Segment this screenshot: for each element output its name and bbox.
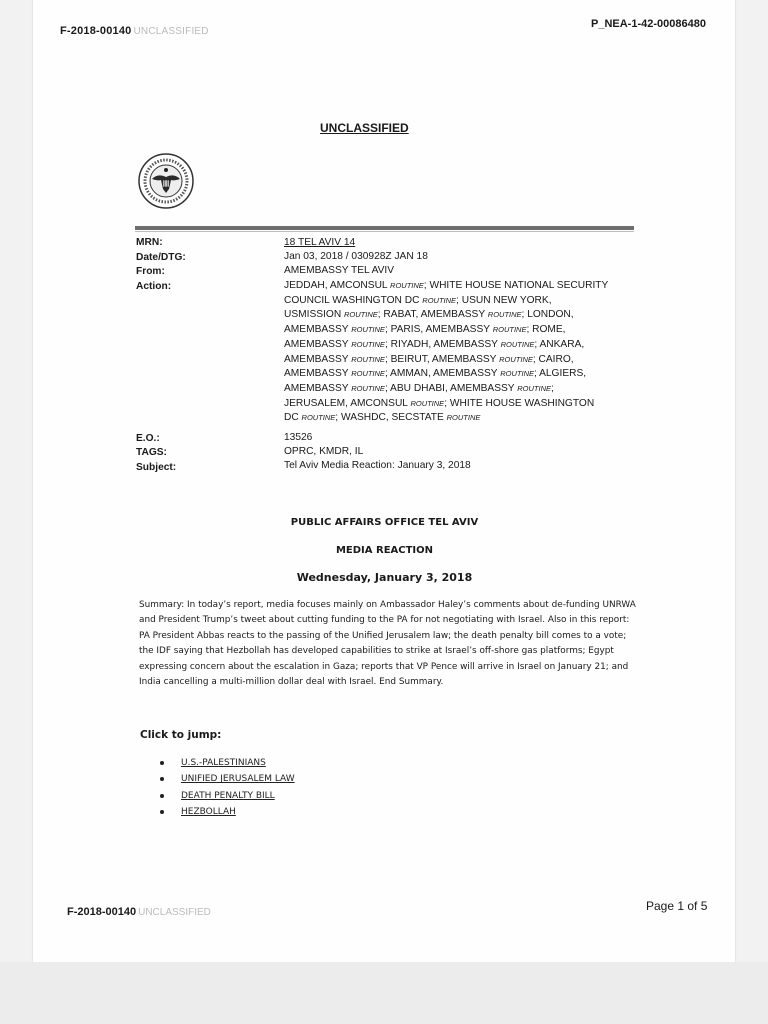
tags-value: OPRC, KMDR, IL <box>284 446 364 457</box>
routine-marker: ROUTINE <box>487 310 522 320</box>
eo-value: 13526 <box>284 432 313 443</box>
routine-marker: ROUTINE <box>344 310 378 320</box>
scan-margin <box>0 962 768 1024</box>
action-line <box>284 323 634 338</box>
action-text: ; USUN NEW YORK, <box>456 294 552 306</box>
routine-marker: ROUTINE <box>351 354 385 364</box>
from-value: AMEMBASSY TEL AVIV <box>284 265 395 276</box>
jump-heading: Click to jump: <box>140 729 222 741</box>
action-value <box>284 279 634 426</box>
action-label: Action: <box>136 281 172 292</box>
bullet-icon <box>160 777 164 781</box>
routine-marker: ROUTINE <box>351 383 385 393</box>
routine-marker: ROUTINE <box>422 295 457 305</box>
header-divider-thin <box>135 231 634 232</box>
header-divider <box>135 226 634 230</box>
action-text: AMEMBASSY <box>284 338 352 350</box>
header-reference-number: P_NEA-1-42-00086480 <box>591 18 706 30</box>
routine-marker: ROUTINE <box>500 369 534 379</box>
subject-label: Subject: <box>136 462 177 473</box>
tags-label: TAGS: <box>136 447 167 458</box>
action-text: ; ABU DHABI, AMEMBASSY <box>384 382 518 394</box>
action-text: ; ROME, <box>526 324 566 336</box>
action-text: JEDDAH, AMCONSUL <box>284 280 391 291</box>
routine-marker: ROUTINE <box>492 325 527 335</box>
routine-marker: ROUTINE <box>446 413 481 423</box>
from-label: From: <box>136 266 165 277</box>
routine-marker: ROUTINE <box>517 383 551 393</box>
action-text: AMEMBASSY <box>284 368 352 380</box>
action-line <box>284 397 634 412</box>
bullet-icon <box>160 761 164 765</box>
action-text: ; ALGIERS, <box>534 368 587 380</box>
jump-link-unified-jerusalem-law[interactable]: UNIFIED JERUSALEM LAW <box>181 774 295 785</box>
action-line <box>284 294 634 309</box>
action-line <box>284 279 634 294</box>
mrn-value[interactable]: 18 TEL AVIV 14 <box>284 237 356 248</box>
action-text: ; WHITE HOUSE NATIONAL SECURITY <box>423 280 609 291</box>
list-item <box>160 804 295 820</box>
action-text: ; RABAT, AMEMBASSY <box>377 309 488 321</box>
date-label: Date/DTG: <box>136 252 186 263</box>
action-text: ; CAIRO, <box>532 353 574 365</box>
report-date-title: Wednesday, January 3, 2018 <box>296 571 473 584</box>
action-text: ; WHITE HOUSE WASHINGTON <box>444 397 595 409</box>
document-page <box>33 0 735 962</box>
bullet-icon <box>160 794 164 798</box>
action-line <box>284 367 634 382</box>
action-line <box>284 308 634 323</box>
jump-link-hezbollah[interactable]: HEZBOLLAH <box>181 807 236 818</box>
action-text: ; ANKARA, <box>534 338 585 350</box>
subject-value: Tel Aviv Media Reaction: January 3, 2018 <box>284 460 471 471</box>
department-of-state-seal-icon <box>138 153 194 209</box>
list-item <box>160 771 295 787</box>
jump-link-death-penalty-bill[interactable]: DEATH PENALTY BILL <box>181 790 275 801</box>
routine-marker: ROUTINE <box>301 413 336 423</box>
jump-link-us-palestinians[interactable]: U.S.-PALESTINIANS <box>181 758 266 769</box>
action-text: ; BEIRUT, AMEMBASSY <box>384 353 500 365</box>
routine-marker: ROUTINE <box>351 339 385 349</box>
bullet-icon <box>160 810 164 814</box>
action-text: ; PARIS, AMEMBASSY <box>384 324 493 336</box>
list-item <box>160 755 295 771</box>
office-title: PUBLIC AFFAIRS OFFICE TEL AVIV <box>290 517 479 528</box>
action-text: DC <box>284 412 302 424</box>
routine-marker: ROUTINE <box>351 325 385 335</box>
date-value: Jan 03, 2018 / 030928Z JAN 18 <box>284 251 428 262</box>
action-line <box>284 411 634 426</box>
summary-paragraph: Summary: In today’s report, media focuses mainly on Ambassador Haley’s comments about de-funding UNRWA and President Trump’s tweet about cutting funding to the PA for not negotiating with Israel. Also in this report: PA President Abbas reacts to the passing of the Unified Jerusalem law; the death penalty bill comes to a vote; the IDF saying that Hezbollah has developed capabilities to strike at Israel’s off-shore gas platforms; Egypt expressing concern about the escalation in Gaza; reports that VP Pence will arrive in Israel on January 21; and India cancelling a multi-million dollar deal with Israel. End Summary. <box>139 600 636 688</box>
routine-marker: ROUTINE <box>390 281 424 290</box>
action-line <box>284 353 634 368</box>
action-text: AMEMBASSY <box>284 324 352 336</box>
action-text: ; AMMAN, AMEMBASSY <box>384 368 501 380</box>
mrn-label: MRN: <box>136 237 163 248</box>
header-document-id: F-2018-00140 UNCLASSIFIED <box>60 25 209 37</box>
media-reaction-title: MEDIA REACTION <box>335 545 434 556</box>
action-text: ; LONDON, <box>521 309 574 321</box>
classification-marking: UNCLASSIFIED <box>320 121 409 135</box>
jump-link-list <box>160 755 295 820</box>
action-text: ; RIYADH, AMEMBASSY <box>384 338 501 350</box>
action-text: ; WASHDC, SECSTATE <box>335 412 447 424</box>
action-text: JERUSALEM, AMCONSUL <box>284 397 411 409</box>
action-text: ; <box>550 382 554 394</box>
footer-document-id: F-2018-00140 UNCLASSIFIED <box>67 906 211 918</box>
eo-label: E.O.: <box>136 433 160 444</box>
list-item <box>160 788 295 804</box>
action-text: AMEMBASSY <box>284 353 352 365</box>
action-line <box>284 382 634 397</box>
routine-marker: ROUTINE <box>499 354 533 364</box>
page-number: Page 1 of 5 <box>646 899 708 913</box>
routine-marker: ROUTINE <box>500 339 535 349</box>
action-text: AMEMBASSY <box>284 382 352 394</box>
routine-marker: ROUTINE <box>410 398 445 408</box>
action-text: USMISSION <box>284 309 345 321</box>
routine-marker: ROUTINE <box>351 369 385 379</box>
action-line <box>284 338 634 353</box>
action-text: COUNCIL WASHINGTON DC <box>284 294 423 306</box>
